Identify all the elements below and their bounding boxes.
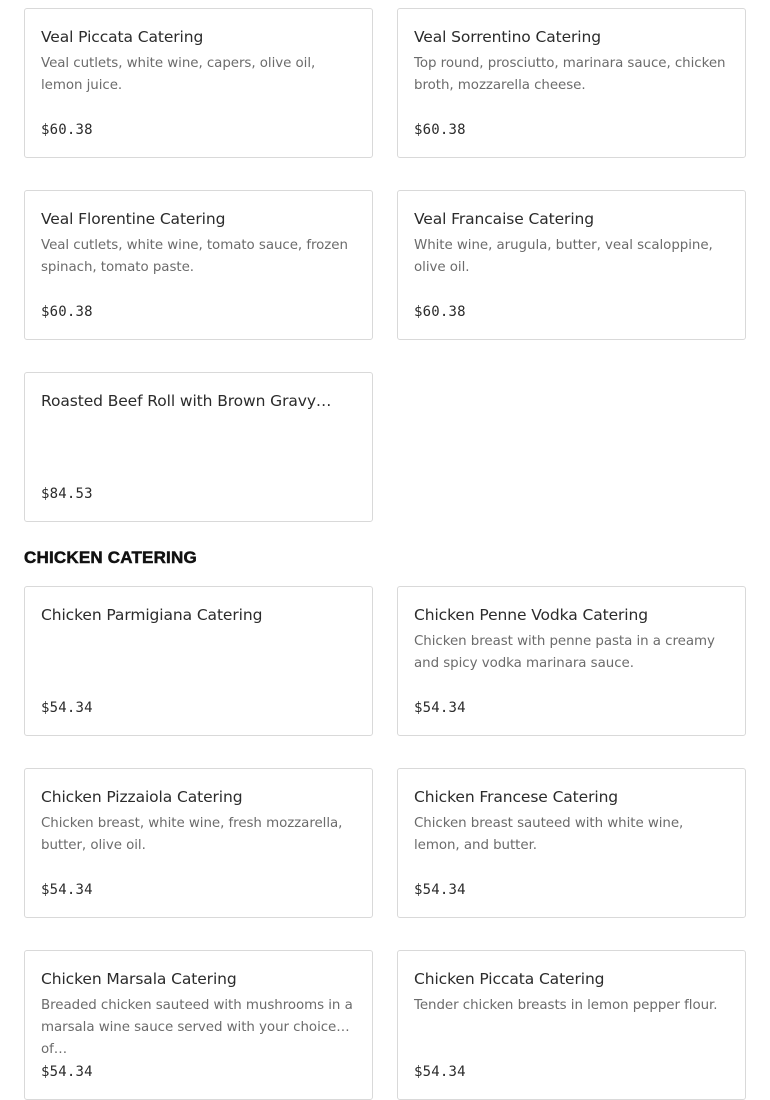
menu-item-description: White wine, arugula, butter, veal scaloppine, olive oil.	[414, 238, 713, 275]
menu-item-card-roasted-beef-roll[interactable]	[24, 372, 373, 522]
menu-item-name: Veal Piccata Catering	[41, 28, 204, 46]
menu-item-name: Chicken Piccata Catering	[414, 970, 605, 988]
menu-item-card-veal-francaise[interactable]	[397, 190, 746, 340]
menu-item-price: $60.38	[414, 122, 466, 138]
menu-item-card-chicken-piccata[interactable]	[397, 950, 746, 1100]
menu-item-description: Veal cutlets, white wine, capers, olive oil, lemon juice.	[41, 56, 316, 93]
menu-item-card-chicken-parmigiana[interactable]	[24, 586, 373, 736]
menu-item-price: $60.38	[41, 304, 93, 320]
menu-item-description: Tender chicken breasts in lemon pepper flour.	[414, 998, 718, 1013]
menu-item-card-veal-florentine[interactable]	[24, 190, 373, 340]
menu-item-description: Top round, prosciutto, marinara sauce, chicken broth, mozzarella cheese.	[414, 56, 726, 93]
menu-item-price: $60.38	[414, 304, 466, 320]
menu-item-price: $54.34	[414, 1064, 466, 1080]
menu-item-card-chicken-penne-vodka[interactable]	[397, 586, 746, 736]
menu-item-card-veal-sorrentino[interactable]	[397, 8, 746, 158]
menu-item-description: Veal cutlets, white wine, tomato sauce, frozen spinach, tomato paste.	[41, 238, 348, 275]
menu-item-price: $54.34	[41, 1064, 93, 1080]
menu-item-description: Chicken breast with penne pasta in a creamy and spicy vodka marinara sauce.	[414, 634, 715, 671]
menu-item-card-chicken-marsala[interactable]	[24, 950, 373, 1100]
menu-item-name: Chicken Parmigiana Catering	[41, 606, 263, 624]
menu-item-name: Chicken Pizzaiola Catering	[41, 788, 243, 806]
menu-item-description: Chicken breast, white wine, fresh mozzarella, butter, olive oil.	[41, 816, 343, 853]
menu-item-name: Chicken Francese Catering	[414, 788, 619, 806]
menu-item-price: $54.34	[414, 700, 466, 716]
menu-item-price: $54.34	[414, 882, 466, 898]
menu-item-price: $60.38	[41, 122, 93, 138]
section-heading-chicken-catering: CHICKEN CATERING	[24, 548, 197, 567]
menu-item-name: Chicken Penne Vodka Catering	[414, 606, 648, 624]
menu-item-name: Roasted Beef Roll with Brown Gravy…	[41, 392, 332, 410]
menu-item-card-chicken-pizzaiola[interactable]	[24, 768, 373, 918]
menu-item-price: $54.34	[41, 700, 93, 716]
menu-item-description: Breaded chicken sauteed with mushrooms in a marsala wine sauce served with your choice of…	[41, 998, 353, 1057]
menu-item-name: Chicken Marsala Catering	[41, 970, 237, 988]
menu-item-name: Veal Sorrentino Catering	[414, 28, 601, 46]
menu-item-price: $84.53	[41, 486, 93, 502]
menu-item-name: Veal Francaise Catering	[414, 210, 594, 228]
menu-item-card-veal-piccata[interactable]	[24, 8, 373, 158]
menu-item-card-chicken-francese[interactable]	[397, 768, 746, 918]
menu-item-name: Veal Florentine Catering	[41, 210, 226, 228]
menu-item-description: Chicken breast sauteed with white wine, lemon, and butter.	[414, 816, 684, 853]
menu-item-price: $54.34	[41, 882, 93, 898]
